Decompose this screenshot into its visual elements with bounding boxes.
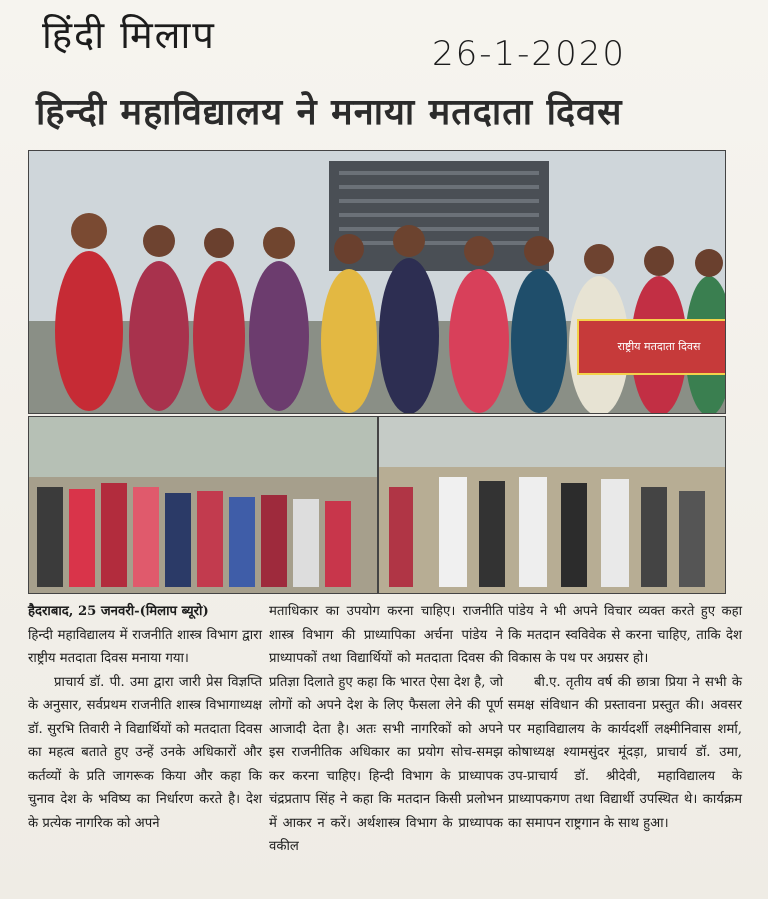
article-column-2 <box>269 600 503 859</box>
article-paragraph: बी.ए. तृतीय वर्ष की छात्रा प्रिया ने सभी के समक्ष संविधान की प्रस्तावना प्रस्तुत की। अवसर पर महाविद्यालय के कार्यदर्शी लक्ष्मीनिवास शर्मा, कोषाध्यक्ष श्यामसुंदर मूंदड़ा, प्राचार्य डॉ. उमा, उप-प्राचार्य डॉ. श्रीदेवी, महाविद्यालय के प्राध्यापकगण तथा विद्यार्थी उपस्थित थे। कार्यक्रम का समापन राष्ट्रगान के साथ हुआ। <box>508 674 742 831</box>
article-paragraph: पांडेय ने भी अपने विचार व्यक्त करते हुए कहा कि मतदान स्वविवेक से करना चाहिए, ताकि देश विकास के पथ पर अग्रसर हो। <box>508 604 742 666</box>
article-headline: हिन्दी महाविद्यालय ने मनाया मतदाता दिवस <box>36 92 623 133</box>
article-column-1 <box>28 600 262 835</box>
article-paragraph: हिन्दी महाविद्यालय में राजनीति शास्त्र विभाग द्वारा राष्ट्रीय मतदाता दिवस मनाया गया। <box>28 627 262 666</box>
article-column-3 <box>508 600 742 835</box>
event-banner-text: राष्ट्रीय मतदाता दिवस <box>617 340 701 353</box>
event-banner <box>577 319 726 375</box>
students-photo-right-illustration <box>379 417 725 593</box>
handwritten-date: 26-1-2020 <box>432 34 626 74</box>
article-paragraph: प्राचार्य डॉ. पी. उमा द्वारा जारी प्रेस विज्ञप्ति के अनुसार, सर्वप्रथम राजनीति शास्त्र विभागाध्यक्ष डॉ. सुरभि तिवारी ने विद्यार्थियों को मतदाता दिवस का महत्व बताते हुए उन्हें उनके अधिकारों और कर्तव्यों के प्रति जागरूक किया और कहा कि चुनाव देश के भविष्य का निर्धारण करते है। देश के प्रत्येक नागरिक को अपने <box>28 674 262 831</box>
students-photo-left-illustration <box>29 417 377 593</box>
main-photo <box>28 150 726 414</box>
article-paragraph: मताधिकार का उपयोग करना चाहिए। राजनीति शास्त्र विभाग की प्राध्यापिका अर्चना पांडेय ने प्राध्यापकों तथा विद्यार्थियों को मतदाता दिवस की प्रतिज्ञा दिलाते हुए कहा कि भारत ऐसा देश है, जो लोगों को अपने देश के लिए फैसला लेने की पूर्ण आजादी देता है। अतः सभी नागरिकों को अपने इस राजनीतिक अधिकार का प्रयोग सोच-समझ कर करना चाहिए। हिन्दी विभाग के प्राध्यापक चंद्रप्रताप सिंह ने कहा कि मतदान किसी प्रलोभन में आकर न करें। अर्थशास्त्र विभाग के प्राध्यापक वकील <box>269 604 503 854</box>
students-pledge-photo-right <box>378 416 726 594</box>
article-body <box>28 600 740 892</box>
article-dateline: हैदराबाद, 25 जनवरी-(मिलाप ब्यूरो) <box>28 604 209 619</box>
students-pledge-photo-left <box>28 416 378 594</box>
handwritten-paper-name: हिंदी मिलाप <box>42 13 216 57</box>
